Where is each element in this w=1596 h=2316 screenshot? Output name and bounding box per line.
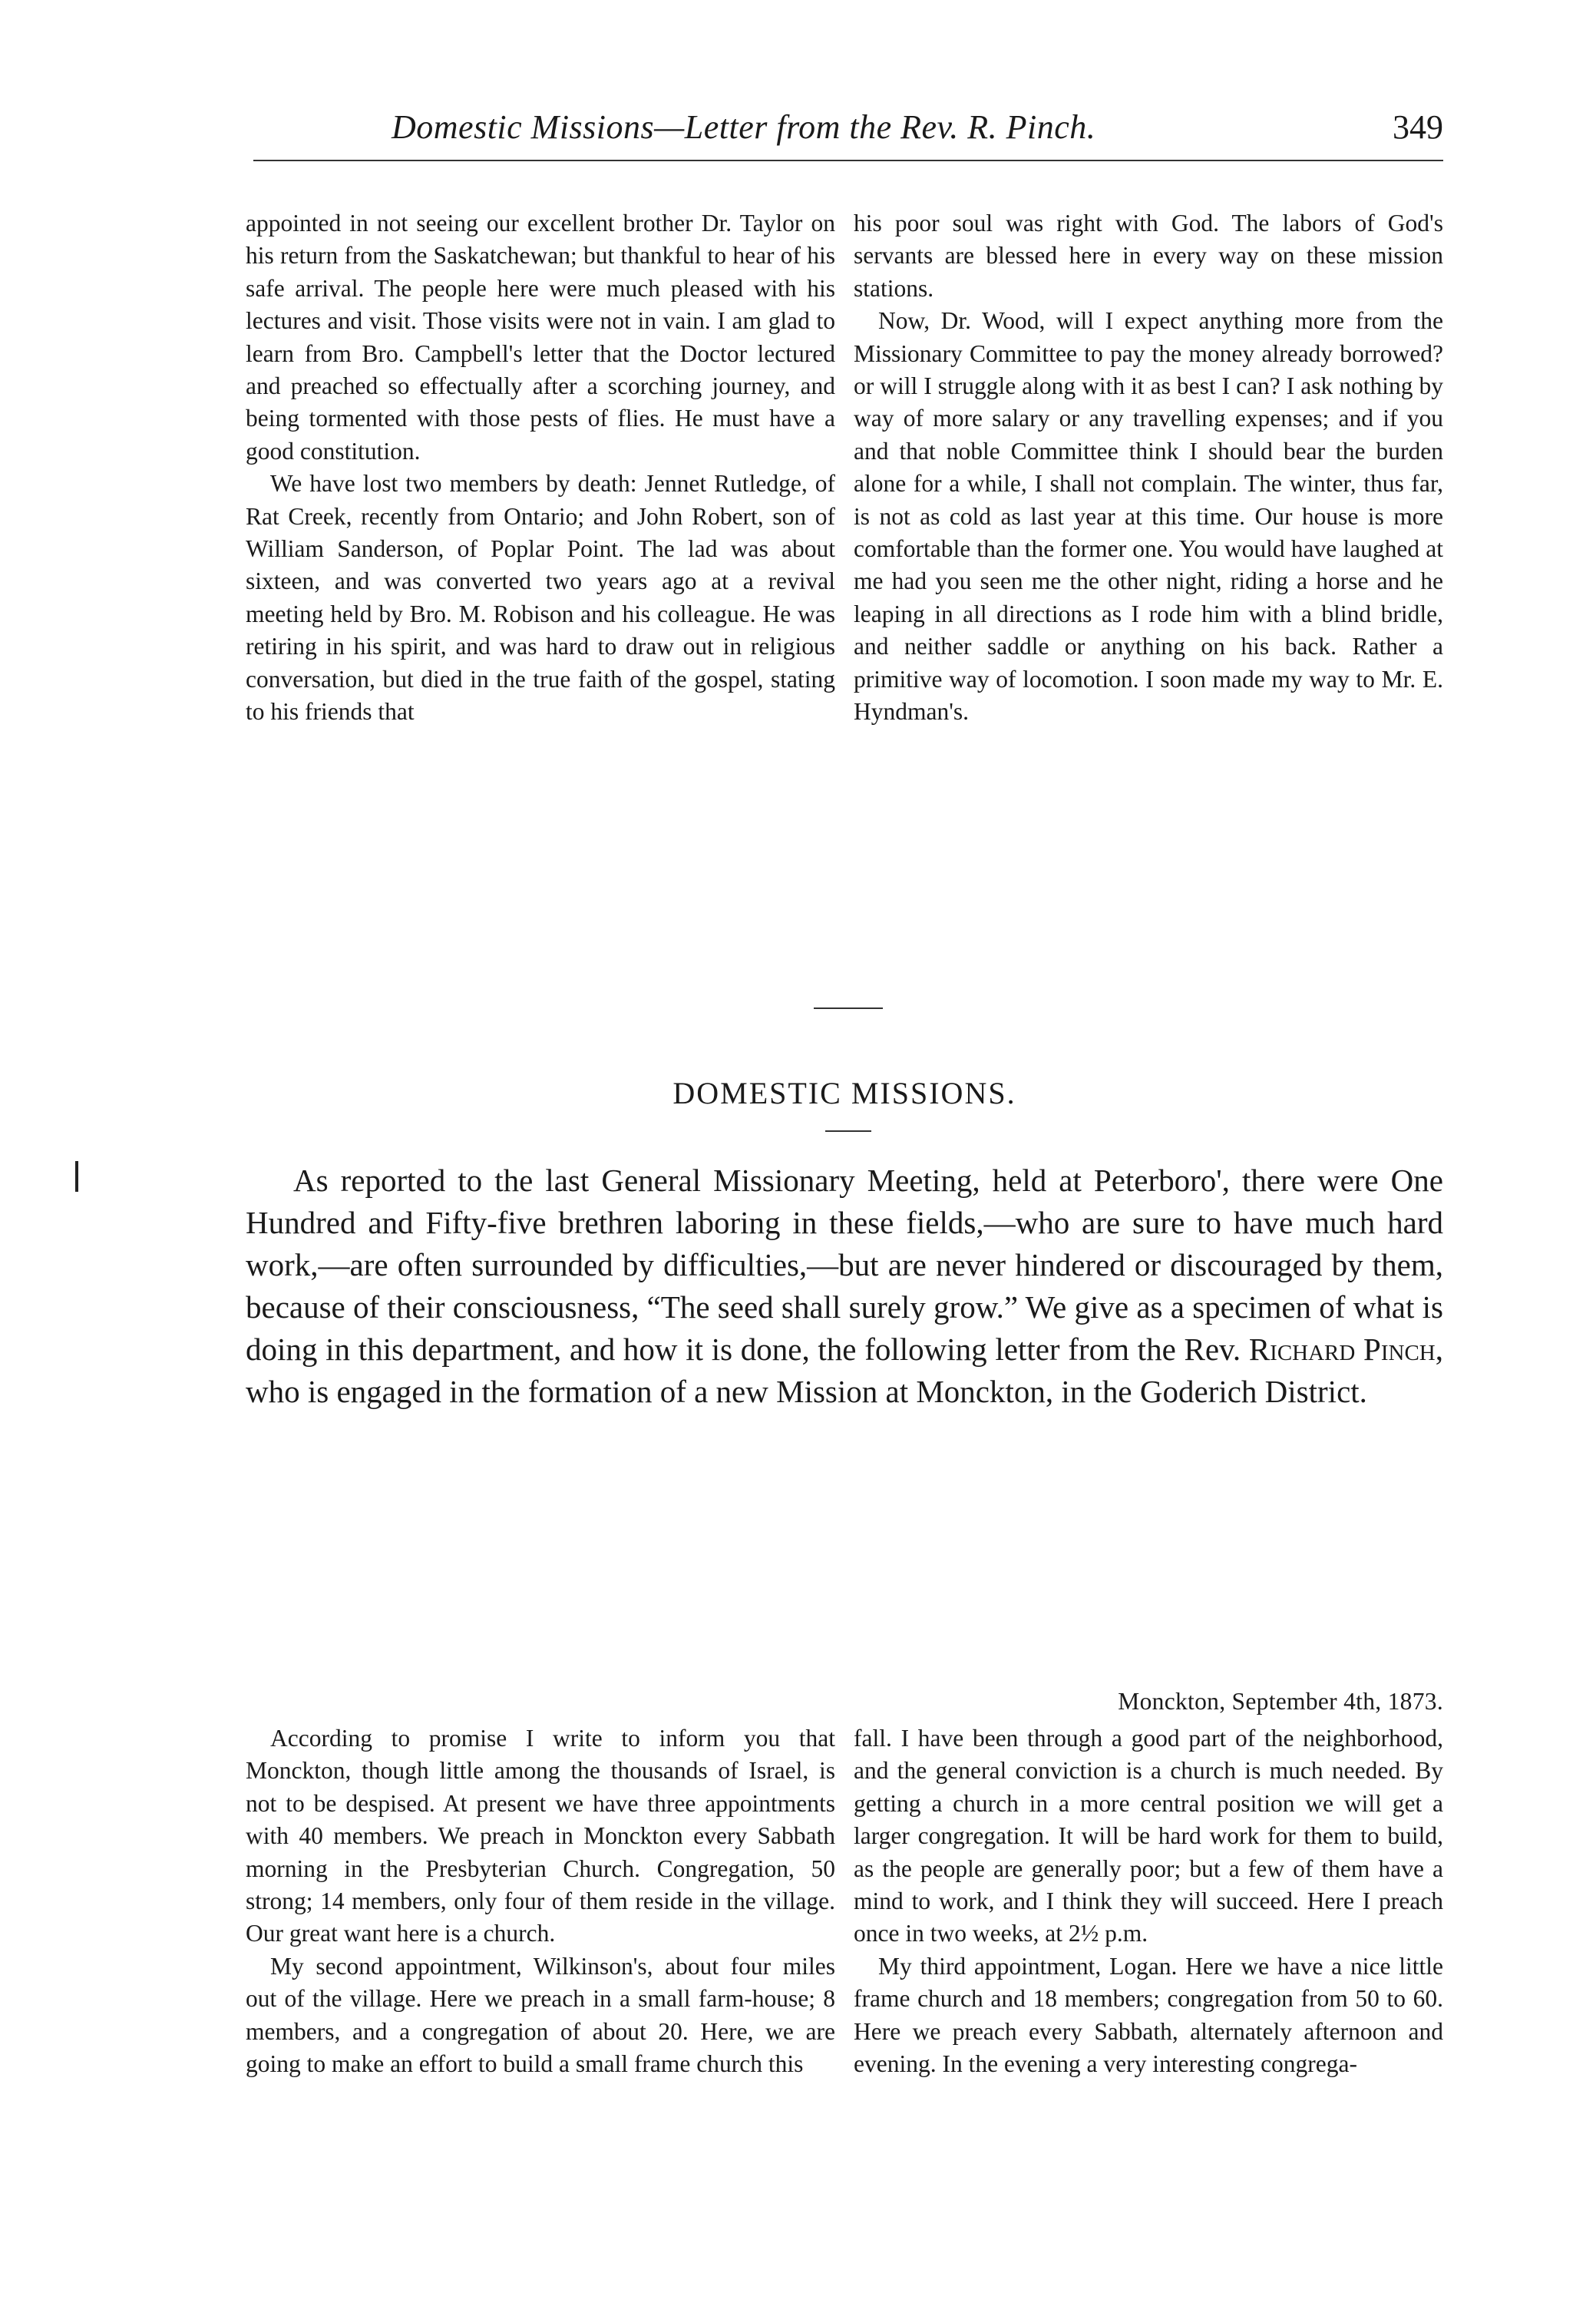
intro-text-part2: , who is engaged in the formation of a new Mission at Monckton, in the Goderich District.: [246, 1332, 1443, 1409]
running-title: Domestic Missions—Letter from the Rev. R. Pinch.: [392, 108, 1096, 146]
paragraph: My third appointment, Logan. Here we have a nice little frame church and 18 members; congregation from 50 to 60. Here we preach every Sabbath, alternately afternoon and evening. In the evening a very interesting congrega-: [854, 1952, 1443, 2078]
paragraph: Now, Dr. Wood, will I expect anything more from the Missionary Committee to pay the money already borrowed? or will I struggle along with it as best I can? I ask nothing by way of more salary or any travelling expenses; and if you and that noble Committee think I should bear the burden alone for a while, I shall not complain. The winter, thus far, is not as cold as last year at this time. Our house is more comfortable than the former one. You would have laughed at me had you seen me the other night, riding a horse and he leaping in all directions as I rode him with a blind bridle, and neither saddle or anything on his back. Rather a primitive way of locomotion. I soon made my way to Mr. E. Hyndman's.: [854, 307, 1443, 726]
paragraph: According to promise I write to inform you that Monckton, though little among the thousands of Israel, is not to be despised. At present we have three appointments with 40 members. We preach in Monckton every Sabbath morning in the Presbyterian Church. Congregation, 50 strong; 14 members, only four of them reside in the village. Our great want here is a church.: [246, 1725, 835, 1947]
paragraph: My second appointment, Wilkinson's, about four miles out of the village. Here we preach in a small farm-house; 8 members, and a congregation of about 20. Here, we are going to make an effort to build a small frame church this: [246, 1952, 835, 2078]
paragraph: We have lost two members by death: Jennet Rutledge, of Rat Creek, recently from Ontario; and John Robert, son of William Sanderson, of Poplar Point. The lad was about sixteen, and was converted two years ago at a revival meeting held by Bro. M. Robison and his colleague. He was retiring in his spirit, and was hard to draw out in religious conversation, but died in the true faith of the gospel, stating to his friends that: [246, 470, 835, 726]
author-name: Richard Pinch: [1248, 1332, 1436, 1367]
letter-columns: [246, 1722, 1443, 2080]
running-head: [246, 92, 1443, 154]
page: [246, 92, 1443, 2078]
letter-dateline: Monckton, September 4th, 1873.: [1118, 1688, 1443, 1715]
intro-text-part1: As reported to the last General Missionary Meeting, held at Peterboro', there were One Hundred and Fifty-five brethren laboring in these fields,—who are sure to have much hard work,—are often surrounded by difficulties,—but are never hindered or discouraged by them, because of their consciousness, “The seed shall surely grow.” We give as a specimen of what is doing in this department, and how it is done, the following letter from the Rev.: [246, 1163, 1443, 1367]
top-right-column: [854, 207, 1443, 729]
title-underline-rule: [825, 1130, 871, 1132]
paragraph: appointed in not seeing our excellent brother Dr. Taylor on his return from the Saskatchewan; but thankful to hear of his safe arrival. The people here were much pleased with his lectures and visit. Those visits were not in vain. I am glad to learn from Bro. Campbell's letter that the Doctor lectured and preached so effectually after a scorching journey, and being tormented with those pests of flies. He must have a good constitution.: [246, 210, 835, 465]
top-columns: [246, 207, 1443, 729]
intro-paragraph: [246, 1160, 1443, 1413]
letter-right-column: [854, 1722, 1443, 2080]
margin-mark: [75, 1161, 78, 1192]
letter-left-column: [246, 1722, 835, 2080]
paragraph: his poor soul was right with God. The labors of God's servants are blessed here in every way on these mission stations.: [854, 210, 1443, 302]
top-left-column: [246, 207, 835, 729]
section-divider-rule: [814, 1007, 883, 1009]
paragraph: fall. I have been through a good part of the neighborhood, and the general conviction is a church is much needed. By getting a church in a more central position we will get a larger congregation. It will be hard work for them to build, as the people are generally poor; but a few of them have a mind to work, and I think they will succeed. Here I preach once in two weeks, at 2½ p.m.: [854, 1725, 1443, 1947]
header-rule: [253, 160, 1443, 161]
section-title: DOMESTIC MISSIONS.: [672, 1076, 1016, 1110]
page-number: 349: [1393, 108, 1443, 146]
